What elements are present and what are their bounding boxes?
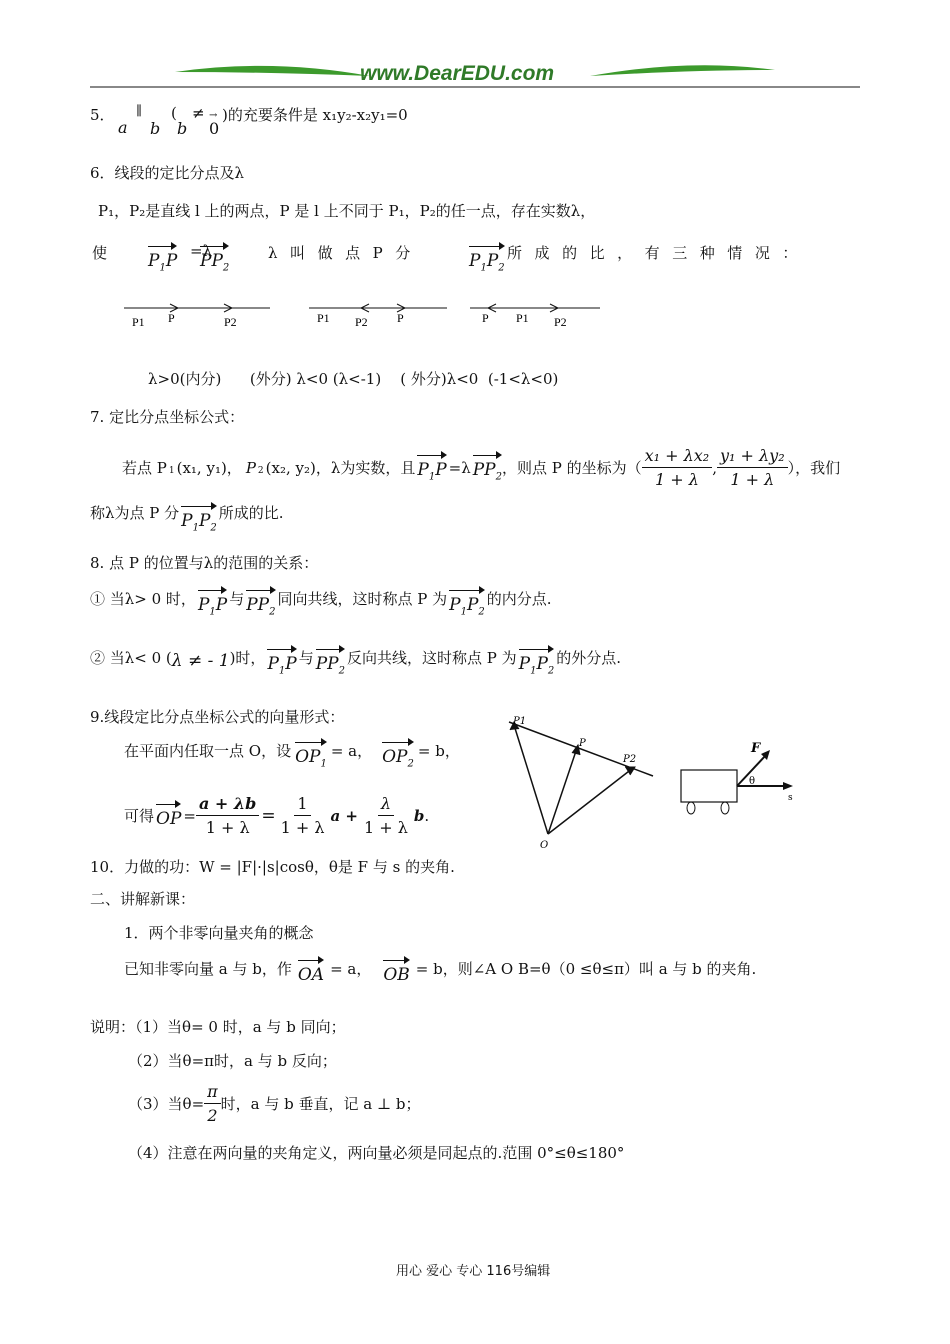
s9-frac-2: $\frac{\lambda}{1 + \lambda}$ [363,794,408,837]
diagram-label: P1 [513,716,527,727]
s9-frac-main: $\frac{a + \lambda b}{1 + \lambda}$ [196,794,259,837]
s8-vec-p1p: $P_1P$ [198,588,227,617]
s2-def-c: = b，则∠A O B=θ（0 ≤θ≤π）叫 a 与 b 的夹角. [415,960,757,978]
s7-title: 7. 定比分点坐标公式： [90,408,245,426]
s5-zero: 0 [209,119,220,138]
case-diagram-1 [120,296,275,332]
s2-n3b: 时，a 与 b 垂直，记 a ⊥ b； [220,1095,421,1113]
s8-c2a: ② 当λ< 0 ( [90,649,172,667]
s8-title: 8. 点 P 的位置与λ的范围的关系： [90,554,319,572]
fig-section-point [495,712,665,852]
s2-def-b: = a， [330,960,372,978]
s6-eq: =λ [190,242,213,260]
s9-dot: . [424,806,430,825]
diagram-label: s [788,793,793,803]
s2-n3 [128,1082,420,1125]
s8-case2 [90,647,621,676]
s8-vec2-pp2: $PP_2$ [316,647,345,676]
s2-def-a: 已知非零向量 a 与 b，作 [124,960,292,978]
s6-vec-p1p2: $P_1P_2$ [469,244,505,273]
fig-force [675,738,800,818]
case-diagram-2 [305,296,450,332]
s7-vec-pp2: $PP_2$ [473,453,502,482]
s7-end: ），我们 [787,459,841,477]
s9-b: b [413,806,425,825]
s8-vec2-p1p: $P_1P$ [267,647,296,676]
s8-case1 [90,588,552,617]
case-diagram-3 [466,296,606,332]
s9-vec-op1: $OP_1$ [295,740,327,769]
s7-vec-p1p2: $P_1P_2$ [181,504,217,533]
diagram-label: P [168,311,175,325]
s6-vec-pp2: $PP_2$ [200,244,229,273]
diagram-label: P2 [623,754,637,765]
s7-p2c: (x₂, y₂)，λ为实数，且 [265,459,416,477]
page-footer: 用心 爱心 专心 116号编辑 [396,1264,551,1279]
s6-shi: 使 [92,244,108,262]
s8-c2cond: λ ≠ - 1 [171,651,230,671]
s5-b2: b [177,119,188,138]
s7-line2b: 所成的比. [218,504,284,523]
diagram-label: P1 [132,315,145,329]
s6-vec-p1p: $P_1P$ [148,244,177,273]
s5-num: 5． [90,106,115,124]
s8-c2c: 与 [298,649,314,667]
s8-c2b: )时， [229,649,266,667]
s7-mid: ，则点 P 的坐标为（ [501,459,642,477]
s9-l1a: 在平面内任取一点 O，设 [124,742,292,760]
s8-c1a: ① 当λ> 0 时， [90,590,196,608]
s7-frac-y: $\frac{\text{y₁ + λy₂}}{1 + \lambda}$ [717,446,788,489]
s5-a: a [118,118,128,137]
s7-pre: 若点 P [122,459,167,477]
s9-vec-op: OP [156,802,181,829]
s6-title: 6．线段的定比分点及λ [90,164,245,182]
s5-rest: )的充要条件是 x₁y₂-x₂y₁=0 [222,106,408,124]
s8-vec2-p1p2: $P_1P_2$ [519,647,555,676]
s2-title: 二、讲解新课： [90,890,196,908]
s7-frac-x: $\frac{\text{x₁ + λx₂}}{1 + \lambda}$ [642,446,713,489]
s7-line1: 若点 P 1 (x₁, y₁)， P 2 (x₂, y₂)，λ为实数，且 $P_1P$ =λ $PP_2$ ，则点 P 的坐标为（ $\frac{\text{x₁ + λx₂}}{1 + \lambda}$ , $\frac{\text{y₁ + λy₂}}{1 + \lambda}$ ），我们 [122,446,841,489]
s2-n3a: （3）当θ= [128,1095,205,1113]
s5-par: ∥ [136,104,143,119]
diagram-label: P2 [355,315,368,329]
diagram-label: O [540,840,549,851]
s9-title: 9.线段定比分点坐标公式的向量形式： [90,708,345,726]
diagram-label: F [751,741,761,756]
diagram-label: P [579,738,586,749]
s5-b: b [150,119,161,138]
s2-n1: 说明：（1）当θ= 0 时，a 与 b 同向； [90,1018,346,1036]
header-banner [90,60,860,90]
s6-rest-b: 所 成 的 比 ， 有 三 种 情 况 ： [507,244,799,262]
diagram-label: θ [749,776,756,787]
s2-vec-oa: OA [298,958,324,985]
s7-eq: =λ [448,458,471,477]
s9-l1b: = a， [330,742,373,760]
s6-cases: λ>0(内分) (外分) λ<0 (λ<-1) ( 外分)λ<0 (-1<λ<0) [148,370,559,388]
s9-l2a: 可得 [124,807,155,825]
s9-vec-op2: $OP_2$ [382,740,414,769]
s9-eq: = [183,806,196,825]
s7-p2: P [245,458,256,477]
s7-p1c: (x₁, y₁)， [176,459,242,477]
diagram-label: P1 [516,311,529,325]
s10-text: 10．力做的功：W = |F|·|s|cosθ，θ是 F 与 s 的夹角. [90,858,455,876]
s8-c1b: 与 [229,590,245,608]
s2-n2: （2）当θ=π时，a 与 b 反向； [128,1052,337,1070]
s8-c1c: 同向共线，这时称点 P 为 [277,590,448,608]
s8-vec-pp2: $PP_2$ [246,588,275,617]
s8-c2d: 反向共线，这时称点 P 为 [347,649,517,667]
diagram-label: P1 [317,311,330,325]
s6-line1: P₁，P₂是直线 l 上的两点，P 是 l 上不同于 P₁，P₂的任一点，存在实数λ， [98,202,596,220]
s2-sub1: 1．两个非零向量夹角的概念 [124,924,314,942]
s5-open: ( [171,104,177,122]
s9-l1c: = b， [417,742,460,760]
s2-vec-ob: OB [383,958,409,985]
s2-n3-frac: $\frac{\pi}{2}$ [204,1082,221,1125]
diagram-label: P2 [224,315,237,329]
s9-line1 [124,740,460,769]
s5-zero-arrow: → [209,110,218,121]
s7-vec-p1p: $P_1P$ [417,453,446,482]
s2-n4: （4）注意在两向量的夹角定义，两向量必须是同起点的.范围 0°≤θ≤180° [128,1144,625,1162]
s8-c2e: 的外分点. [556,649,622,667]
section-5 [90,104,115,125]
s6-rest-a: λ 叫 做 点 P 分 [268,244,412,262]
diagram-label: P2 [554,315,567,329]
s8-vec-p1p2: $P_1P_2$ [449,588,485,617]
s9-eq2: = [261,805,276,826]
s7-comma: , [712,458,717,477]
s5-neq: ≠ [192,104,205,122]
s9-a: a + [330,806,358,825]
s7-line2a: 称λ为点 P 分 [90,504,180,523]
s9-frac-1: $\frac{1}{1 + \lambda}$ [280,794,325,837]
s8-c1d: 的内分点. [486,590,552,608]
s7-line2 [90,494,284,534]
s2-def [124,958,756,985]
s9-line2 [124,794,429,837]
header-logo[interactable]: www.DearEDU.com [360,62,555,85]
diagram-label: P [397,311,404,325]
diagram-label: P [482,311,489,325]
